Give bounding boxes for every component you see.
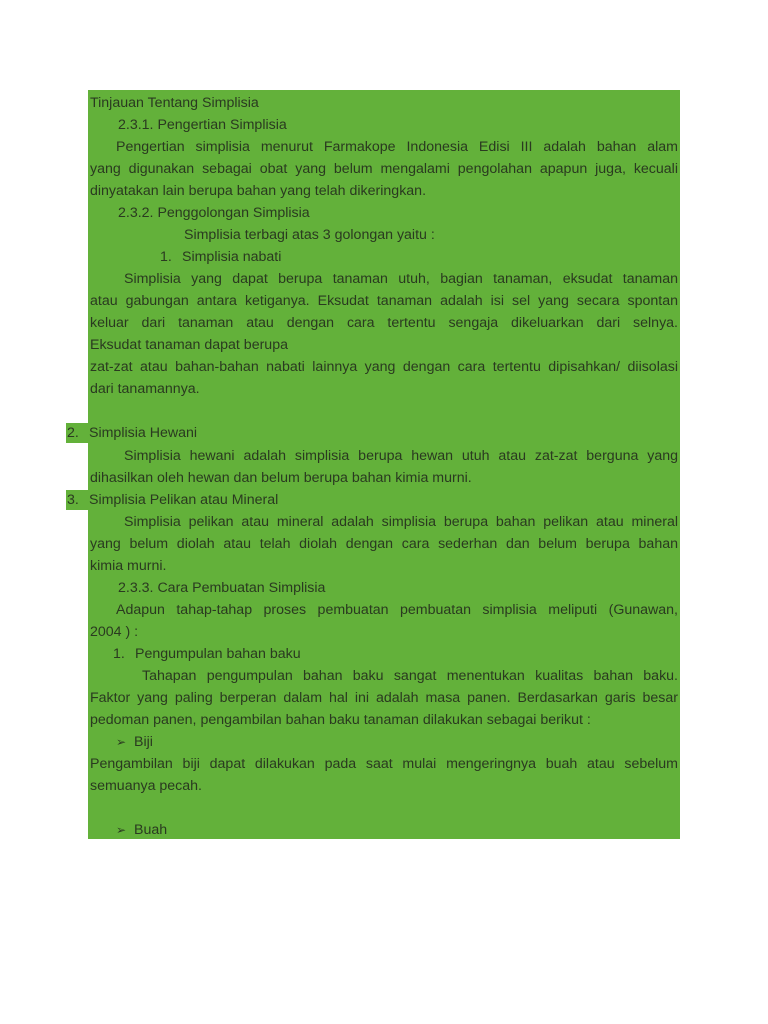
paragraph-line: 2004 ) : xyxy=(90,624,139,640)
list-item-pelikan xyxy=(67,490,678,510)
paragraph-line: Pengambilan biji dapat dilakukan pada saat mulai mengeringnya buah atau sebelum xyxy=(90,756,678,772)
bullet-item-buah xyxy=(116,820,678,840)
paragraph-line: keluar dari tanaman atau dengan cara tertentu sengaja dikeluarkan dari selnya. xyxy=(90,315,678,331)
bullet-item-biji xyxy=(116,732,678,752)
paragraph-line: pedoman panen, pengambilan bahan baku tanaman dilakukan sebagai berikut : xyxy=(90,712,591,728)
list-number: 2. xyxy=(67,425,79,441)
paragraph-line: zat-zat atau bahan-bahan nabati lainnya yang dengan cara tertentu dipisahkan/ diisolasi xyxy=(90,359,678,375)
paragraph-line: semuanya pecah. xyxy=(90,778,202,794)
paragraph-line: dihasilkan oleh hewan dan belum berupa bahan kimia murni. xyxy=(90,470,472,486)
paragraph-line: Simplisia terbagi atas 3 golongan yaitu : xyxy=(184,227,435,243)
arrow-bullet-icon: ➢ xyxy=(116,823,127,837)
paragraph-line: yang digunakan sebagai obat yang belum mengalami pengolahan apapun juga, kecuali xyxy=(90,161,678,177)
paragraph-line: yang belum diolah atau telah diolah dengan cara sederhan dan belum berupa bahan xyxy=(90,536,678,552)
list-item-nabati xyxy=(160,247,678,267)
list-item-hewani xyxy=(67,423,678,443)
subheading-2-3-2: 2.3.2. Penggolongan Simplisia xyxy=(118,205,310,221)
paragraph-line: Simplisia hewani adalah simplisia berupa hewan utuh atau zat-zat berguna yang xyxy=(124,448,678,464)
heading-tinjauan: Tinjauan Tentang Simplisia xyxy=(90,95,259,111)
paragraph-line: Eksudat tanaman dapat berupa xyxy=(90,337,288,353)
paragraph-line: Simplisia yang dapat berupa tanaman utuh, bagian tanaman, eksudat tanaman xyxy=(124,271,678,287)
list-item-pengumpulan xyxy=(113,644,678,664)
subheading-2-3-1: 2.3.1. Pengertian Simplisia xyxy=(118,117,287,133)
paragraph-line: dinyatakan lain berupa bahan yang telah dikeringkan. xyxy=(90,183,427,199)
list-item-label: Pengumpulan bahan baku xyxy=(135,646,301,662)
paragraph-line: atau gabungan antara ketiganya. Eksudat tanaman adalah isi sel yang secara spontan xyxy=(90,293,678,309)
paragraph-line: dari tanamannya. xyxy=(90,381,200,397)
paragraph-line: Pengertian simplisia menurut Farmakope Indonesia Edisi III adalah bahan alam xyxy=(116,139,678,155)
list-number: 3. xyxy=(67,492,79,508)
paragraph-line: kimia murni. xyxy=(90,558,167,574)
list-number: 1. xyxy=(160,249,172,265)
arrow-bullet-icon: ➢ xyxy=(116,735,127,749)
subheading-2-3-3: 2.3.3. Cara Pembuatan Simplisia xyxy=(118,580,326,596)
paragraph-line: Simplisia pelikan atau mineral adalah simplisia berupa bahan pelikan atau mineral xyxy=(124,514,678,530)
bullet-item-label: Buah xyxy=(134,822,168,838)
list-item-label: Simplisia nabati xyxy=(182,249,282,265)
list-item-label: Simplisia Hewani xyxy=(89,425,198,441)
list-item-label: Simplisia Pelikan atau Mineral xyxy=(89,492,279,508)
paragraph-line: Adapun tahap-tahap proses pembuatan pembuatan simplisia meliputi (Gunawan, xyxy=(116,602,678,618)
bullet-item-label: Biji xyxy=(134,734,153,750)
paragraph-line: Faktor yang paling berperan dalam hal ini adalah masa panen. Berdasarkan garis besar xyxy=(90,690,678,706)
paragraph-line: Tahapan pengumpulan bahan baku sangat menentukan kualitas bahan baku. xyxy=(142,668,678,684)
list-number: 1. xyxy=(113,646,125,662)
